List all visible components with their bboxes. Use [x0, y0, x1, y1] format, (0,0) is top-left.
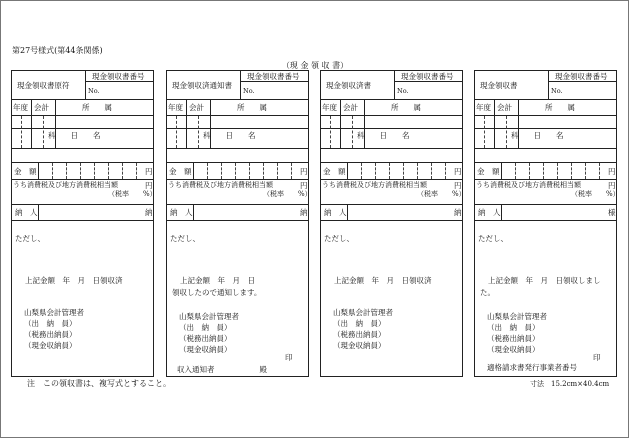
amount-digit-divider	[108, 163, 109, 179]
payer-label: 納 人	[478, 208, 501, 217]
number-header: 現金領収書番号	[92, 72, 145, 81]
tax-yen-label: 円	[300, 181, 308, 190]
tax-rate-label: （税率 %）	[263, 190, 312, 198]
year-divider	[31, 100, 32, 148]
note-prefix: ただし、	[478, 234, 508, 243]
payer-label-divider	[501, 205, 502, 220]
receipt-slip	[474, 70, 620, 377]
tax-rate-label: （税率 %）	[108, 190, 157, 198]
row-rule	[475, 179, 616, 180]
officer-line: （出 納 員）	[179, 323, 232, 332]
department-label: 所 属	[82, 103, 112, 112]
row-rule	[12, 162, 153, 163]
amount-digit-divider	[291, 163, 292, 179]
account-dashed-divider	[352, 116, 353, 148]
row-rule	[12, 128, 153, 129]
payer-suffix: 納	[454, 208, 462, 217]
officer-line: 山梨県会計管理者	[333, 308, 393, 317]
amount-label: 金 額	[14, 167, 37, 176]
officer-line: （出 納 員）	[333, 319, 386, 328]
row-rule	[321, 162, 462, 163]
slip-title: 現金領収済書	[326, 81, 371, 90]
row-rule	[321, 179, 462, 180]
amount-digit-divider	[66, 163, 67, 179]
form-number-label: 第27号様式(第44条関係)	[12, 46, 103, 55]
tax-yen-label: 円	[454, 181, 462, 190]
amount-label: 金 額	[477, 167, 500, 176]
tax-yen-label: 円	[608, 181, 616, 190]
receipt-slip	[166, 70, 312, 377]
row-rule	[475, 162, 616, 163]
yen-label: 円	[300, 167, 308, 176]
row-rule	[12, 179, 153, 180]
payer-label-divider	[347, 205, 348, 220]
year-label: 年度	[168, 103, 183, 112]
title-divider	[394, 71, 395, 100]
row-rule	[12, 148, 153, 149]
account-dashed-divider	[506, 116, 507, 148]
row-rule	[475, 128, 616, 129]
row-rule	[167, 148, 308, 149]
number-no-label: No.	[551, 87, 563, 95]
account-divider	[518, 100, 519, 148]
tax-label: うち消費税及び地方消費税相当額	[13, 181, 118, 189]
year-label: 年度	[476, 103, 491, 112]
row-rule	[321, 128, 462, 129]
amount-digit-divider	[52, 163, 53, 179]
account-label: 会計	[189, 103, 204, 112]
amount-digit-divider	[80, 163, 81, 179]
amount-label: 金 額	[323, 167, 346, 176]
officer-line: （税務出納員）	[179, 334, 232, 343]
amount-label-divider	[193, 163, 194, 179]
row-rule	[12, 115, 153, 116]
row-rule	[321, 148, 462, 149]
tax-rate-label: （税率 %）	[571, 190, 620, 198]
row-rule	[167, 99, 308, 100]
officer-line: （現金収納員）	[333, 341, 386, 350]
row-rule	[167, 179, 308, 180]
account-dashed-divider	[43, 116, 44, 148]
payer-suffix: 納	[145, 208, 153, 217]
receipt-statement-line: 上記金額 年 月 日領収しまし	[488, 276, 601, 285]
payer-label: 納 人	[170, 208, 193, 217]
tax-rate-label: （税率 %）	[417, 190, 466, 198]
row-rule	[167, 128, 308, 129]
note-prefix: ただし、	[170, 234, 200, 243]
account-divider	[364, 100, 365, 148]
amount-digit-divider	[529, 163, 530, 179]
officer-line: （現金収納員）	[179, 345, 232, 354]
receipt-statement-line: た。	[480, 288, 495, 297]
amount-digit-divider	[571, 163, 572, 179]
document-title: （現 金 領 収 書）	[281, 61, 349, 70]
amount-digit-divider	[263, 163, 264, 179]
row-rule	[167, 204, 308, 205]
amount-digit-divider	[389, 163, 390, 179]
tax-label: うち消費税及び地方消費税相当額	[168, 181, 273, 189]
amount-label-divider	[38, 163, 39, 179]
row-rule	[12, 220, 153, 221]
footnote: 注 この領収書は、複写式とすること。	[27, 379, 171, 388]
amount-digit-divider	[599, 163, 600, 179]
receipt-statement-line: 上記金額 年 月 日	[180, 276, 255, 285]
amount-label-divider	[501, 163, 502, 179]
row-rule	[12, 204, 153, 205]
title-divider	[240, 71, 241, 100]
amount-digit-divider	[445, 163, 446, 179]
amount-digit-divider	[375, 163, 376, 179]
amount-digit-divider	[361, 163, 362, 179]
row-rule	[321, 99, 462, 100]
officer-line: （税務出納員）	[487, 334, 540, 343]
yen-label: 円	[145, 167, 153, 176]
number-no-label: No.	[243, 87, 255, 95]
row-rule	[321, 220, 462, 221]
account-label: 会計	[34, 103, 49, 112]
amount-digit-divider	[515, 163, 516, 179]
amount-digit-divider	[431, 163, 432, 179]
officer-line: （出 納 員）	[24, 319, 77, 328]
year-divider	[340, 100, 341, 148]
amount-digit-divider	[403, 163, 404, 179]
officer-line: （現金収納員）	[24, 341, 77, 350]
amount-digit-divider	[543, 163, 544, 179]
number-no-label: No.	[397, 87, 409, 95]
officer-line: （現金収納員）	[487, 345, 540, 354]
amount-digit-divider	[417, 163, 418, 179]
note-prefix: ただし、	[15, 234, 45, 243]
tax-label: うち消費税及び地方消費税相当額	[322, 181, 427, 189]
amount-digit-divider	[277, 163, 278, 179]
amount-digit-divider	[249, 163, 250, 179]
account-label: 会計	[497, 103, 512, 112]
row-rule	[321, 115, 462, 116]
amount-digit-divider	[235, 163, 236, 179]
amount-digit-divider	[557, 163, 558, 179]
payer-label-divider	[193, 205, 194, 220]
payer-label: 納 人	[324, 208, 347, 217]
officer-line: 山梨県会計管理者	[487, 312, 547, 321]
row-rule	[167, 162, 308, 163]
payer-suffix: 様	[608, 208, 616, 217]
slip-title: 現金領収書	[480, 81, 518, 90]
row-rule	[475, 115, 616, 116]
payer-label-divider	[38, 205, 39, 220]
row-rule	[475, 220, 616, 221]
number-header: 現金領収書番号	[401, 72, 454, 81]
subject-name-label: 科 日 名	[357, 131, 410, 140]
receipt-slip	[320, 70, 466, 377]
year-label: 年度	[13, 103, 28, 112]
title-divider	[85, 71, 86, 100]
row-rule	[475, 148, 616, 149]
title-divider	[548, 71, 549, 100]
officer-line: （税務出納員）	[24, 330, 77, 339]
seal-mark: 印	[593, 353, 601, 362]
officer-line: 山梨県会計管理者	[179, 312, 239, 321]
year-divider	[186, 100, 187, 148]
payer-label: 納 人	[15, 208, 38, 217]
row-rule	[321, 204, 462, 205]
slip-bottom-text: 収入通知者 殿	[177, 365, 267, 374]
number-header: 現金領収書番号	[247, 72, 300, 81]
row-rule	[475, 204, 616, 205]
account-label: 会計	[343, 103, 358, 112]
slip-bottom-text: 適格請求書発行事業者番号	[487, 363, 577, 372]
year-dashed-divider	[484, 116, 485, 148]
amount-label: 金 額	[169, 167, 192, 176]
note-prefix: ただし、	[324, 234, 354, 243]
yen-label: 円	[454, 167, 462, 176]
subject-name-label: 科 日 名	[203, 131, 256, 140]
amount-digit-divider	[122, 163, 123, 179]
amount-digit-divider	[207, 163, 208, 179]
receipt-statement-line: 領収したので通知します。	[172, 288, 262, 297]
account-divider	[210, 100, 211, 148]
row-rule	[167, 220, 308, 221]
dimensions-note: 寸法 15.2cm×40.4cm	[530, 380, 610, 388]
department-label: 所 属	[545, 103, 575, 112]
amount-digit-divider	[221, 163, 222, 179]
slip-title: 現金領収書原符	[17, 81, 70, 90]
officer-line: （税務出納員）	[333, 330, 386, 339]
officer-line: （出 納 員）	[487, 323, 540, 332]
number-no-label: No.	[88, 87, 100, 95]
row-rule	[12, 99, 153, 100]
year-dashed-divider	[21, 116, 22, 148]
amount-digit-divider	[585, 163, 586, 179]
department-label: 所 属	[237, 103, 267, 112]
tax-label: うち消費税及び地方消費税相当額	[476, 181, 581, 189]
account-dashed-divider	[198, 116, 199, 148]
year-label: 年度	[322, 103, 337, 112]
amount-label-divider	[347, 163, 348, 179]
officer-line: 山梨県会計管理者	[24, 308, 84, 317]
slip-title: 現金領収済通知書	[172, 81, 232, 90]
payer-suffix: 納	[300, 208, 308, 217]
yen-label: 円	[608, 167, 616, 176]
year-divider	[494, 100, 495, 148]
receipt-statement-line: 上記金額 年 月 日領収済	[25, 276, 123, 285]
department-label: 所 属	[391, 103, 421, 112]
tax-yen-label: 円	[145, 181, 153, 190]
amount-digit-divider	[94, 163, 95, 179]
seal-mark: 印	[285, 353, 293, 362]
subject-name-label: 科 日 名	[511, 131, 564, 140]
receipt-slip	[11, 70, 157, 377]
year-dashed-divider	[330, 116, 331, 148]
subject-name-label: 科 日 名	[48, 131, 101, 140]
account-divider	[55, 100, 56, 148]
year-dashed-divider	[176, 116, 177, 148]
row-rule	[167, 115, 308, 116]
receipt-statement-line: 上記金額 年 月 日領収済	[334, 276, 432, 285]
number-header: 現金領収書番号	[555, 72, 608, 81]
amount-digit-divider	[136, 163, 137, 179]
row-rule	[475, 99, 616, 100]
